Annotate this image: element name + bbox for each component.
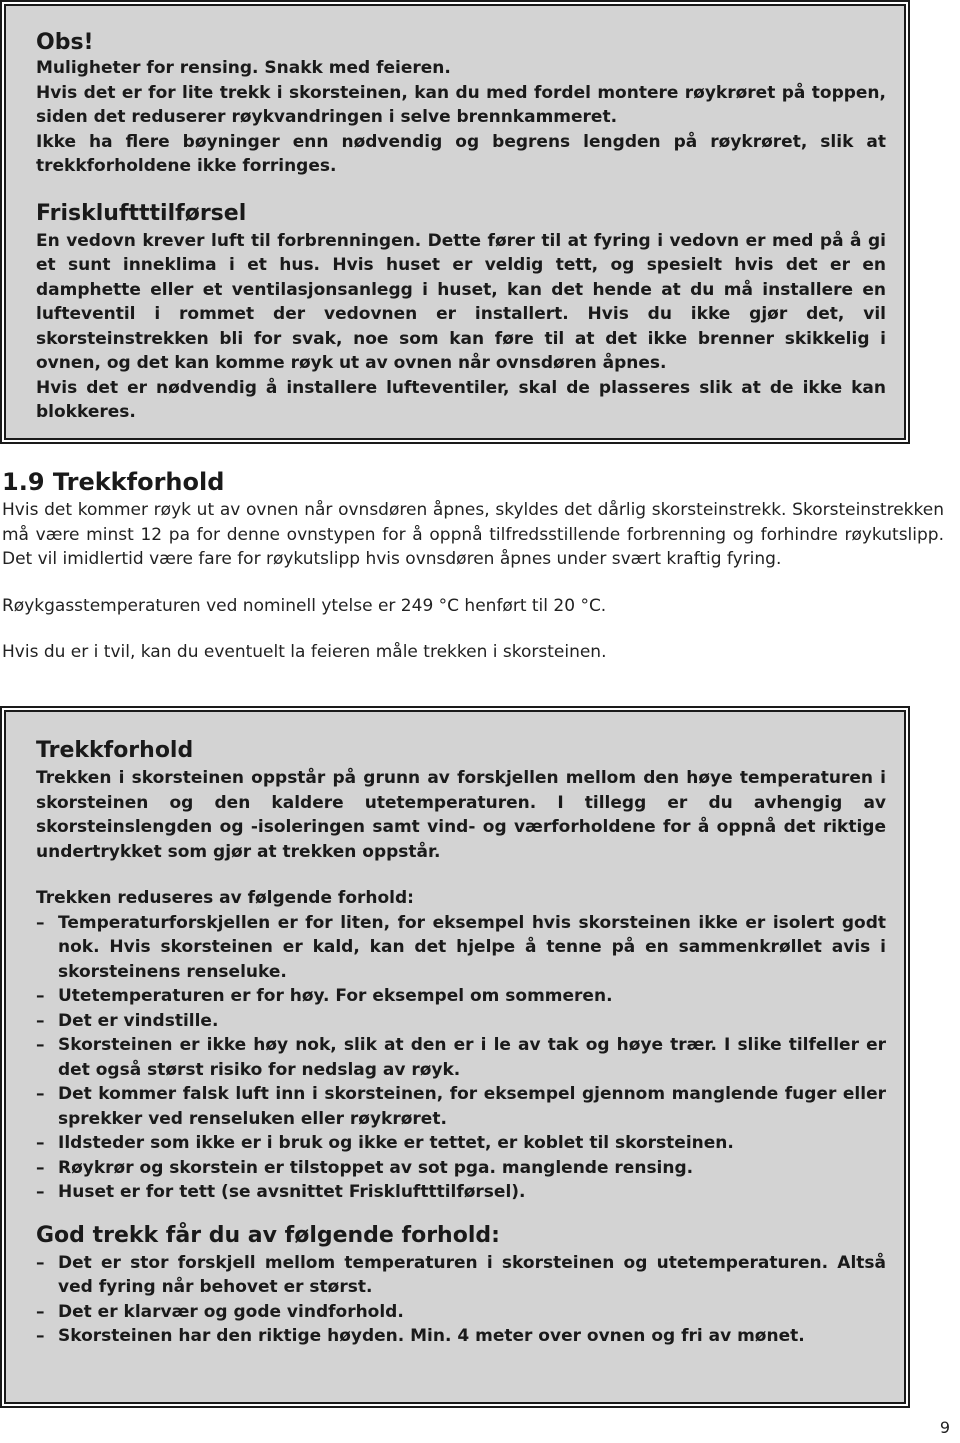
obs-line: Muligheter for rensing. Snakk med feieren. xyxy=(36,58,451,78)
draft-title: Trekkforhold xyxy=(36,738,194,763)
spacer xyxy=(36,864,886,886)
list-item: – Det er vindstille. xyxy=(36,1009,886,1034)
list-item: – Det kommer falsk luft inn i skorsteinen, for eksempel gjennom manglende fuger eller sprekker ved renseluken eller røykrøret. xyxy=(36,1082,886,1131)
draft-intro: Trekken i skorsteinen oppstår på grunn av forskjellen mellom den høye temperaturen i skorsteinen og den kaldere utetemperaturen. I tillegg er du avhengig av skorsteinslengden og -isoleringen samt vind- og værforholdene for å oppnå det riktige undertrykket som gjør at trekken oppstår. xyxy=(36,768,886,862)
draft-box-content xyxy=(36,736,886,1349)
section-heading: 1.9 Trekkforhold xyxy=(2,468,225,496)
draft-box xyxy=(4,710,906,1404)
obs-line: Ikke ha flere bøyninger enn nødvendig og begrens lengden på røykrøret, slik at trekkforholdene ikke forringes. xyxy=(36,131,886,176)
list-item: – Temperaturforskjellen er for liten, for eksempel hvis skorsteinen ikke er isolert godt nok. Hvis skorsteinen er kald, kan det hjelpe å tenne på en sammenkrøllet avis i skorsteinens renseluke. xyxy=(36,911,886,985)
good-title: God trekk får du av følgende forhold: xyxy=(36,1222,500,1248)
obs-box xyxy=(4,4,906,440)
list-item: – Huset er for tett (se avsnittet Friskluftttilførsel). xyxy=(36,1180,886,1205)
section-trekkforhold xyxy=(2,466,944,665)
good-list xyxy=(36,1251,886,1349)
list-item: – Skorsteinen har den riktige høyden. Min. 4 meter over ovnen og fri av mønet. xyxy=(36,1324,886,1349)
list-item: – Røykrør og skorstein er tilstoppet av sot pga. manglende rensing. xyxy=(36,1156,886,1181)
list-item: – Det er klarvær og gode vindforhold. xyxy=(36,1300,886,1325)
fresh-air-title: Friskluftttilførsel xyxy=(36,200,247,226)
list-item: – Utetemperaturen er for høy. For eksempel om sommeren. xyxy=(36,984,886,1009)
spacer xyxy=(36,179,886,199)
spacer xyxy=(2,618,944,640)
section-paragraph: Hvis du er i tvil, kan du eventuelt la feieren måle trekken i skorsteinen. xyxy=(2,642,607,662)
obs-box-content xyxy=(36,30,886,425)
reduced-title: Trekken reduseres av følgende forhold: xyxy=(36,888,414,908)
list-item: – Ildsteder som ikke er i bruk og ikke er tettet, er koblet til skorsteinen. xyxy=(36,1131,886,1156)
page-number: 9 xyxy=(939,1418,950,1437)
section-paragraph: Hvis det kommer røyk ut av ovnen når ovnsdøren åpnes, skyldes det dårlig skorsteinstrekk. Skorsteinstrekken må være minst 12 pa for denne ovnstypen for å oppnå tilfredsstillende forbrenning og forhindre røykutslipp. Det vil imidlertid være fare for røykutslipp hvis ovnsdøren åpnes under svært kraftig fyring. xyxy=(2,500,944,569)
list-item: – Skorsteinen er ikke høy nok, slik at den er i le av tak og høye trær. I slike tilfeller er det også størst risiko for nedslag av røyk. xyxy=(36,1033,886,1082)
obs-line: Hvis det er for lite trekk i skorsteinen, kan du med fordel montere røykrøret på toppen, siden det reduserer røykvandringen i selve brennkammeret. xyxy=(36,82,886,127)
obs-title: Obs! xyxy=(36,30,94,55)
fresh-air-text: En vedovn krever luft til forbrenningen. Dette fører til at fyring i vedovn er med på å gi et sunt inneklima i et hus. Hvis huset er veldig tett, og spesielt hvis det er en damphette eller et ventilasjonsanlegg i huset, kan det hende at du må installere en lufteventil i rommet der vedovnen er installert. Hvis du ikke gjør det, vil skorsteinstrekken bli for svak, noe som kan føre til at det ikke brenner skikkelig i ovnen, og det kan komme røyk ut av ovnen når ovnsdøren åpnes. xyxy=(36,230,886,373)
spacer xyxy=(2,572,944,594)
fresh-air-text-2: Hvis det er nødvendig å installere lufteventiler, skal de plasseres slik at de ikke kan blokkeres. xyxy=(36,377,886,422)
section-paragraph: Røykgasstemperaturen ved nominell ytelse er 249 °C henført til 20 °C. xyxy=(2,595,607,616)
reduced-list xyxy=(36,911,886,1205)
list-item: – Det er stor forskjell mellom temperaturen i skorsteinen og utetemperaturen. Altså ved fyring når behovet er størst. xyxy=(36,1251,886,1300)
spacer xyxy=(36,1205,886,1221)
